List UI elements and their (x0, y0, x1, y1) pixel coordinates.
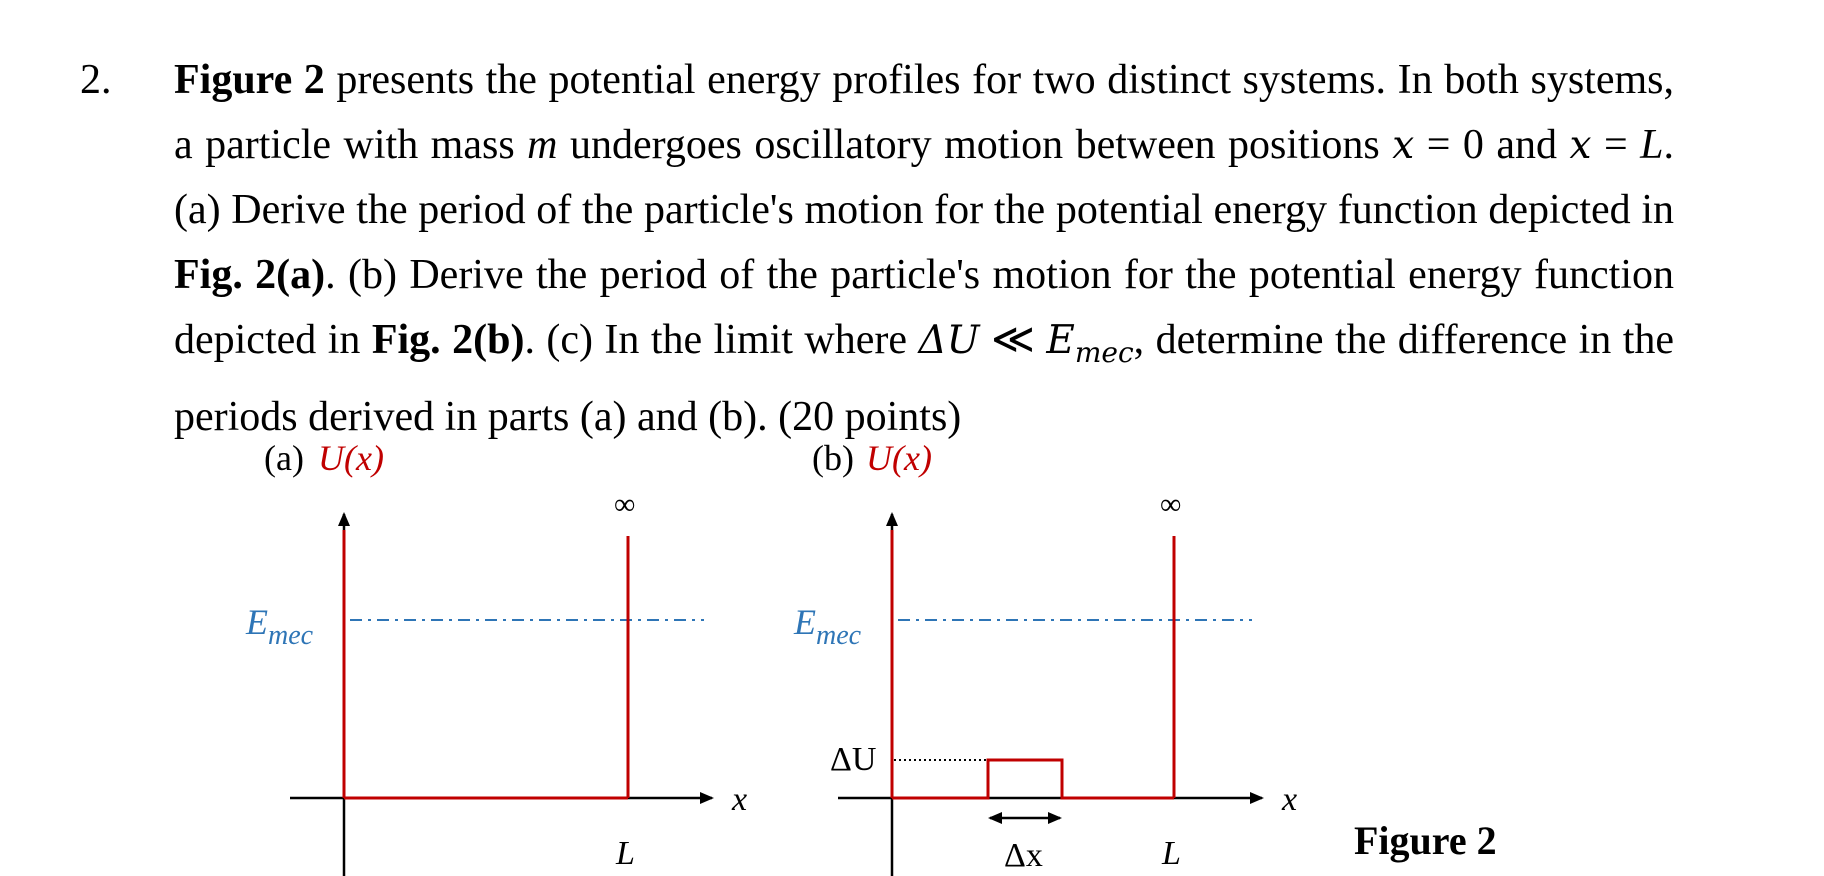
panel-b-xlabel: x (1282, 781, 1298, 818)
mass-symbol: m (527, 122, 558, 168)
panel-b-L-label: L (1162, 835, 1181, 872)
panel-b-ylabel: U(x) (866, 440, 932, 478)
panel-a-ylabel: U(x) (318, 440, 384, 478)
figure-b-reference: Fig. 2(b) (371, 317, 525, 363)
text-segment: . (b) Derive the period of the particle's motion for the potential energy function depicted in (174, 252, 1675, 363)
figure-caption: Figure 2 (1354, 818, 1497, 863)
much-less-symbol: ≪ (979, 317, 1047, 363)
panel-a-energy-label: $E_{mec}$ (246, 602, 314, 651)
panel-a-tag: (a) (264, 440, 304, 478)
text-segment: , determine the difference in the periods derived in parts (a) and (b). (20 points) (174, 317, 1675, 440)
text-segment: = 0 and (1414, 122, 1570, 168)
energy-symbol (1046, 318, 1134, 369)
x-symbol: x (1569, 123, 1592, 168)
panel-b-infinity: ∞ (1160, 488, 1182, 521)
panel-a-xlabel: x (732, 781, 748, 818)
text-segment: . (c) In the limit where (524, 317, 919, 363)
length-symbol: L (1640, 122, 1664, 168)
question-text (174, 48, 1674, 450)
delta-u-symbol: ΔU (918, 318, 980, 363)
figure-reference: Figure 2 (174, 57, 325, 103)
panel-a (245, 440, 747, 876)
text-segment: presents the potential energy profiles for two distinct systems. In both systems, a particle with mass (174, 57, 1674, 168)
panel-a-infinity: ∞ (614, 488, 636, 521)
text-segment: . (a) Derive the period of the particle's motion for the potential energy function depicted in (174, 122, 1675, 233)
panel-b-step-potential (892, 760, 1174, 798)
energy-letter: E (1046, 318, 1075, 363)
panel-b (793, 440, 1297, 876)
x-symbol: x (1392, 123, 1415, 168)
text-segment: undergoes oscillatory motion between positions (557, 122, 1393, 168)
panel-a-L-label: L (616, 835, 635, 872)
figure-a-reference: Fig. 2(a) (174, 252, 326, 298)
energy-subscript: mec (1074, 335, 1134, 369)
panel-b-deltax-label: Δx (1004, 837, 1043, 874)
question-number: 2. (80, 57, 112, 103)
text-segment: = (1591, 122, 1641, 168)
panel-b-tag: (b) (812, 440, 854, 478)
panel-b-energy-label: $E_{mec}$ (794, 602, 862, 651)
figure-2 (0, 440, 1824, 876)
panel-b-deltaU-label: ΔU (830, 741, 877, 778)
